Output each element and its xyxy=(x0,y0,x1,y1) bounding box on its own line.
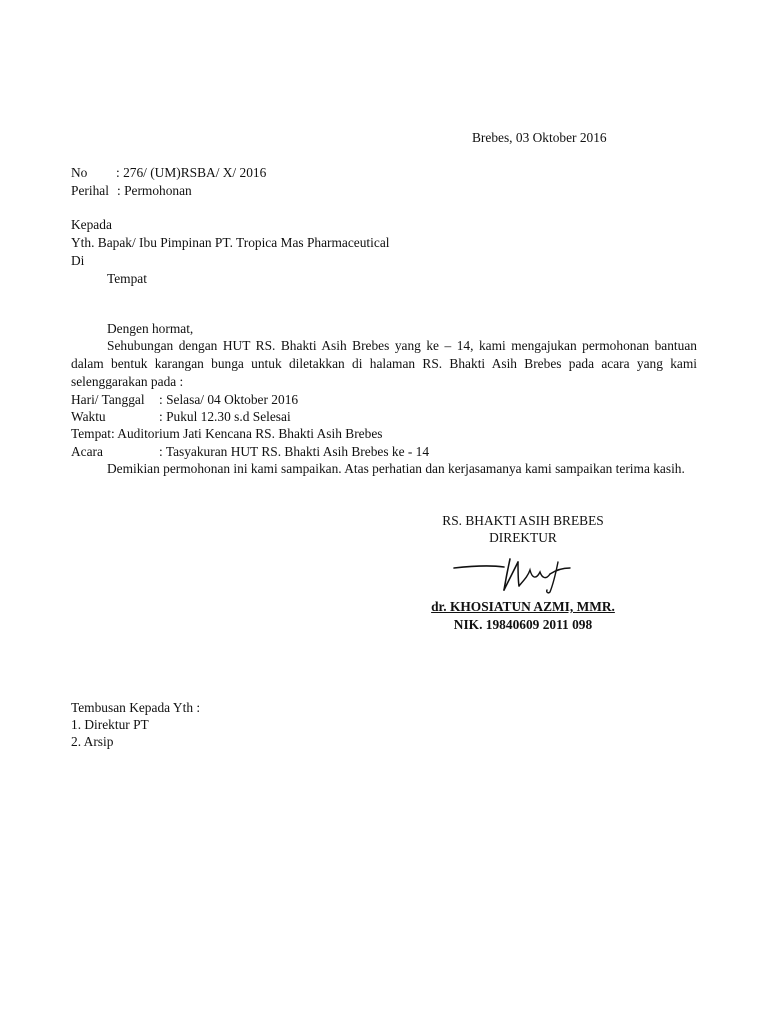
subject-label: Perihal xyxy=(71,183,109,198)
recipient-line-3: Di xyxy=(71,253,85,268)
cc-item: 1. Direktur PT xyxy=(71,717,149,732)
cc-item: 2. Arsip xyxy=(71,734,114,749)
recipient-line-2: Yth. Bapak/ Ibu Pimpinan PT. Tropica Mas Pharmaceutical xyxy=(71,235,390,250)
sender-name: dr. KHOSIATUN AZMI, MMR. xyxy=(431,599,615,614)
recipient-line-4: Tempat xyxy=(107,271,147,286)
event-date-label: Hari/ Tanggal xyxy=(71,392,145,407)
place-date: Brebes, 03 Oktober 2016 xyxy=(472,130,607,145)
event-time-label: Waktu xyxy=(71,409,106,424)
subject-value: : Permohonan xyxy=(117,183,192,198)
letter-number-label: No xyxy=(71,165,88,180)
event-place: Tempat: Auditorium Jati Kencana RS. Bhakti Asih Brebes xyxy=(71,426,383,441)
event-name-value: : Tasyakuran HUT RS. Bhakti Asih Brebes ke - 14 xyxy=(159,444,430,459)
signature-icon xyxy=(452,556,574,596)
salutation: Dengen hormat, xyxy=(107,321,194,336)
sender-position: DIREKTUR xyxy=(489,530,557,545)
closing-paragraph: Demikian permohonan ini kami sampaikan. Atas perhatian dan kerjasamanya kami sampaikan terima kasih. xyxy=(107,461,685,476)
sender-institution: RS. BHAKTI ASIH BREBES xyxy=(442,513,604,528)
sender-nik: NIK. 19840609 2011 098 xyxy=(453,617,593,632)
letter-number-value: : 276/ (UM)RSBA/ X/ 2016 xyxy=(116,165,267,180)
event-time-value: : Pukul 12.30 s.d Selesai xyxy=(159,409,291,424)
recipient-line-1: Kepada xyxy=(71,217,112,232)
event-name-label: Acara xyxy=(71,444,103,459)
body-paragraph: Sehubungan dengan HUT RS. Bhakti Asih Brebes yang ke – 14, kami mengajukan permohonan bantuan dalam bentuk karangan bunga untuk diletakkan di halaman RS. Bhakti Asih Brebes pada acara yang kami selenggarakan pada : xyxy=(71,338,697,389)
cc-title: Tembusan Kepada Yth : xyxy=(71,700,201,715)
event-date-value: : Selasa/ 04 Oktober 2016 xyxy=(159,392,299,407)
